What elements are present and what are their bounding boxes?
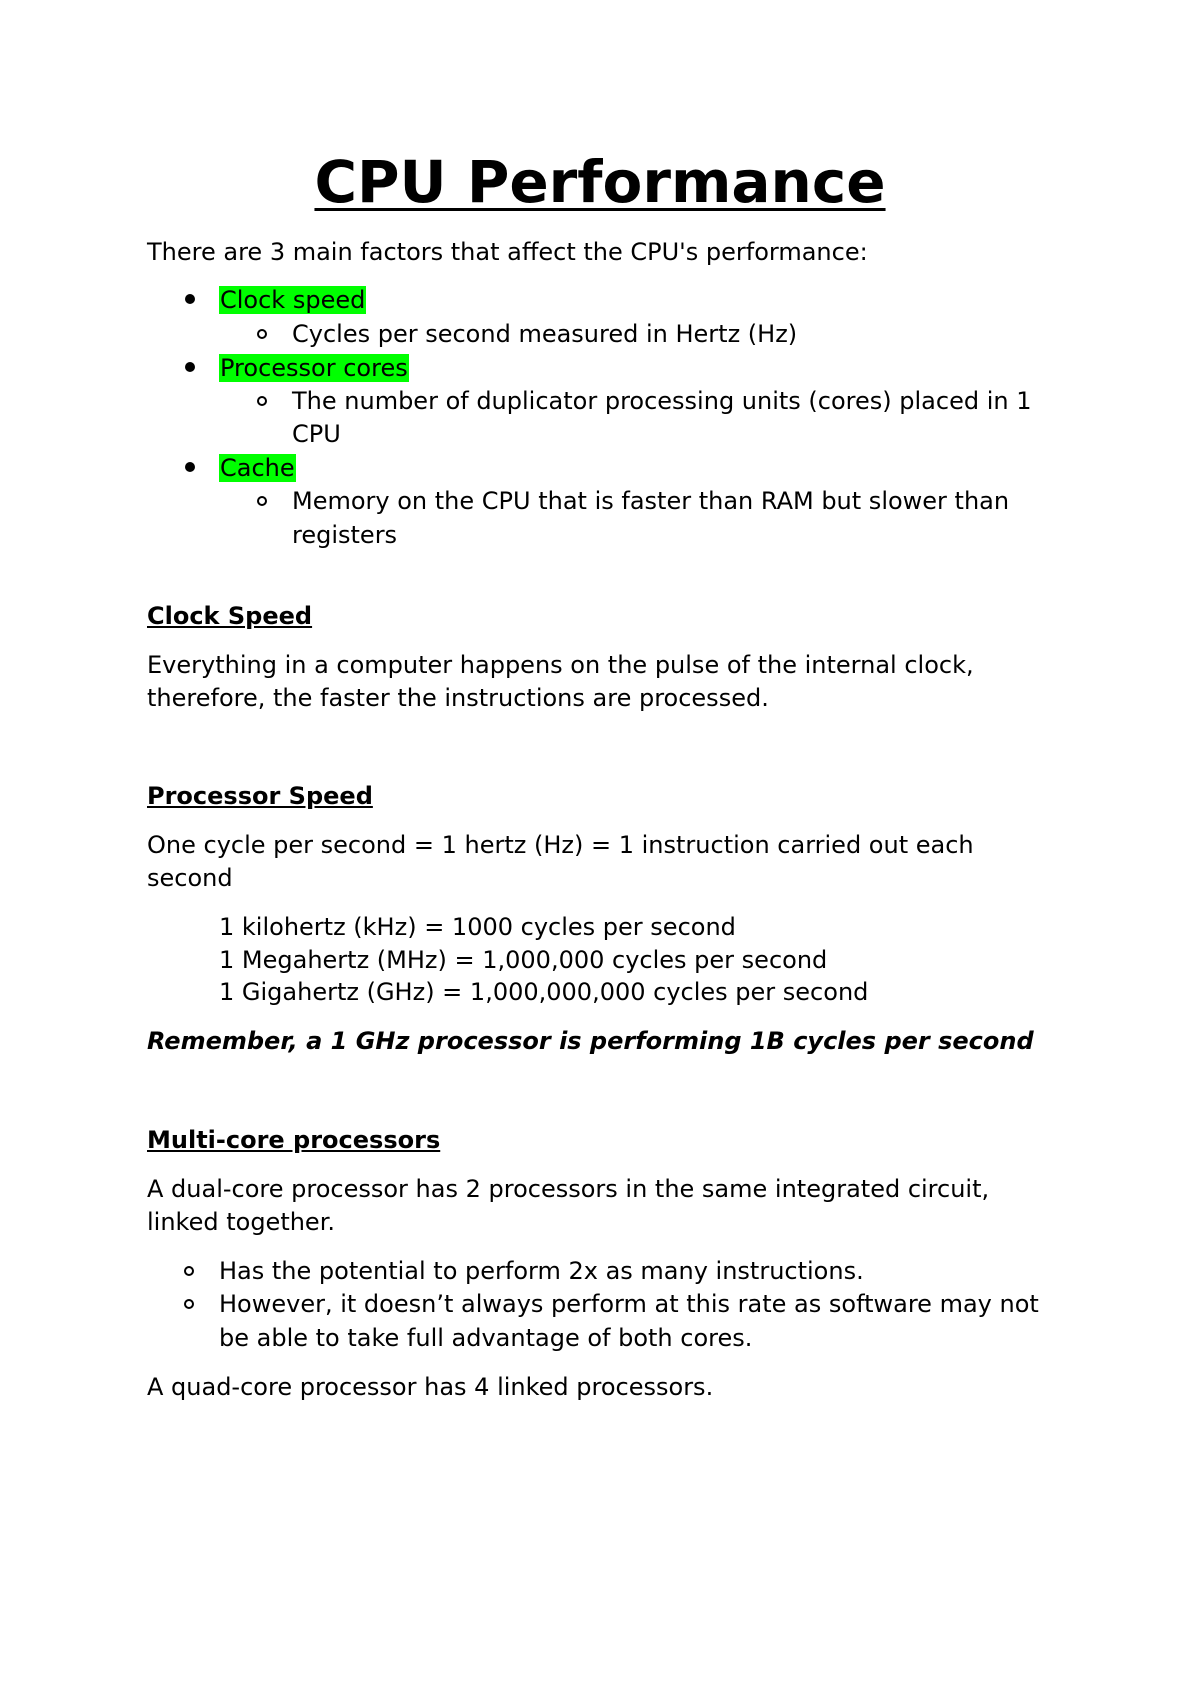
paragraph-line: Everything in a computer happens on the pulse of the internal clock, — [147, 651, 974, 679]
paragraph-line: One cycle per second = 1 hertz (Hz) = 1 instruction carried out each — [147, 831, 974, 859]
factor-cache — [219, 452, 296, 484]
factor-detail: Cycles per second measured in Hertz (Hz) — [292, 320, 798, 348]
paragraph-line: therefore, the faster the instructions are processed. — [147, 684, 769, 712]
factor-detail: The number of duplicator processing units (cores) placed in 1 — [292, 387, 1032, 415]
sub-bullet-icon — [184, 1266, 194, 1276]
closing-text: A quad-core processor has 4 linked processors. — [147, 1373, 714, 1401]
multi-core-point: Has the potential to perform 2x as many instructions. — [219, 1257, 864, 1285]
factor-processor-cores — [219, 352, 409, 384]
factor-detail: CPU — [292, 420, 341, 448]
sub-bullet-icon — [257, 329, 267, 339]
factor-label: Clock speed — [220, 286, 366, 314]
paragraph-line: linked together. — [147, 1208, 335, 1236]
bullet-icon — [185, 362, 195, 372]
bullet-icon — [185, 462, 195, 472]
paragraph-line: A dual-core processor has 2 processors in the same integrated circuit, — [147, 1175, 990, 1203]
multi-core-point: However, it doesn’t always perform at this rate as software may not — [219, 1290, 1039, 1318]
section-heading-processor-speed: Processor Speed — [147, 782, 373, 810]
page-title: CPU Performance — [314, 148, 886, 216]
unit-line-khz: 1 kilohertz (kHz) = 1000 cycles per second — [219, 913, 736, 941]
paragraph-line: second — [147, 864, 233, 892]
remember-note: Remember, a 1 GHz processor is performing 1B cycles per second — [147, 1027, 1034, 1055]
multi-core-point: be able to take full advantage of both cores. — [219, 1324, 753, 1352]
section-heading-clock-speed: Clock Speed — [147, 602, 313, 630]
bullet-icon — [185, 294, 195, 304]
unit-line-ghz: 1 Gigahertz (GHz) = 1,000,000,000 cycles per second — [219, 978, 869, 1006]
unit-line-mhz: 1 Megahertz (MHz) = 1,000,000 cycles per second — [219, 946, 828, 974]
factor-label: Processor cores — [220, 354, 408, 382]
sub-bullet-icon — [257, 396, 267, 406]
sub-bullet-icon — [184, 1299, 194, 1309]
intro-text: There are 3 main factors that affect the CPU's performance: — [147, 238, 868, 266]
factor-detail: Memory on the CPU that is faster than RAM but slower than — [292, 487, 1010, 515]
sub-bullet-icon — [257, 496, 267, 506]
section-heading-multi-core: Multi-core processors — [147, 1126, 441, 1154]
factor-clock-speed — [219, 284, 366, 316]
factor-label: Cache — [220, 454, 295, 482]
factor-detail: registers — [292, 521, 398, 549]
